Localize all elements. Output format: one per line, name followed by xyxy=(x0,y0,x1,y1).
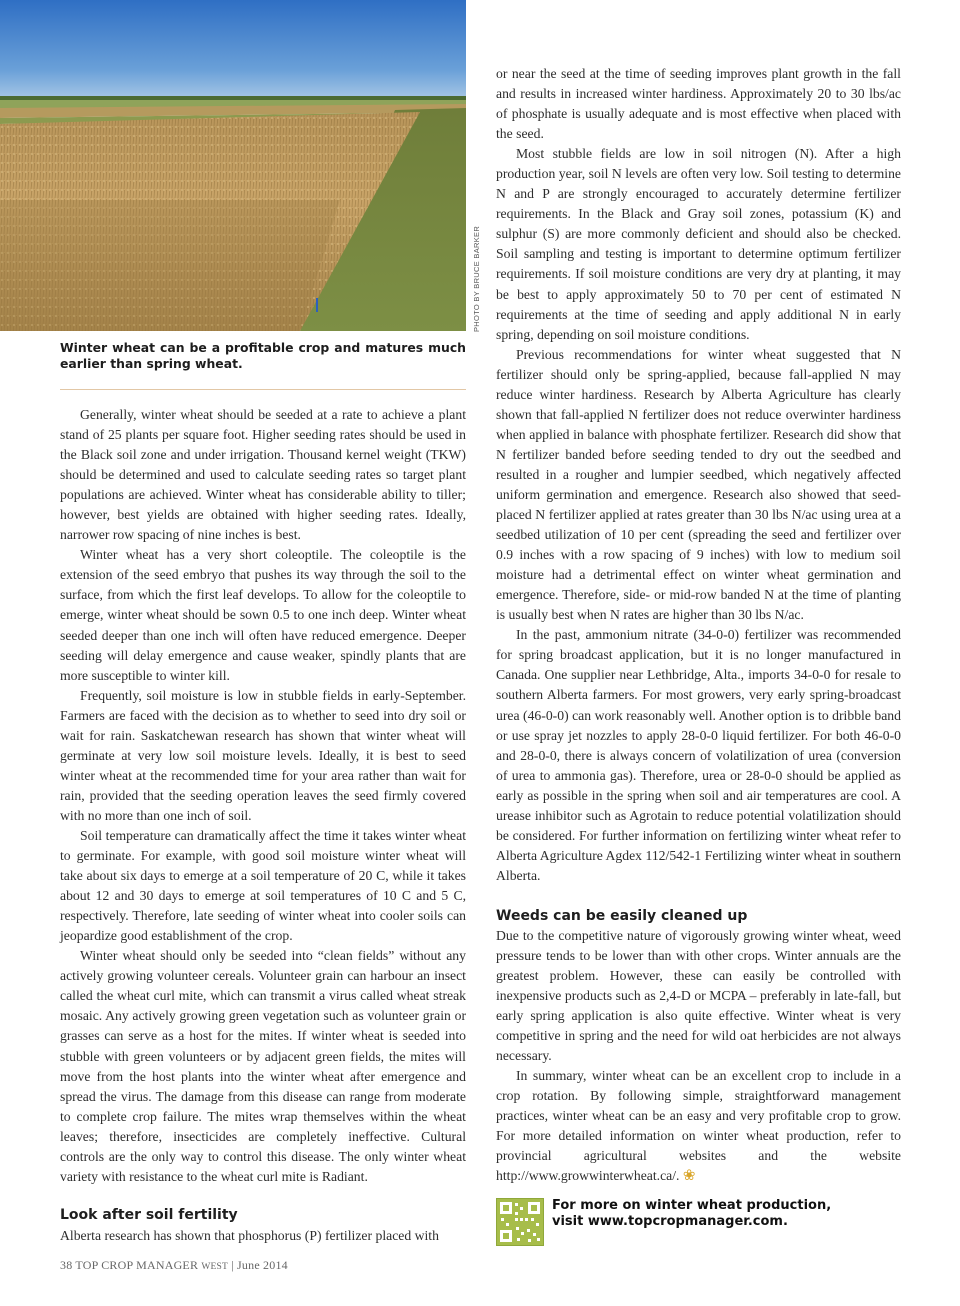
soil-fertility-section xyxy=(60,1205,466,1225)
body-paragraph: Winter wheat has a very short coleoptile. The coleoptile is the extension of the seed embryo that pushes its way through the soil to the surface, from which the first leaf develops. To allow for the coleoptile to emerge, winter wheat should be sown 0.5 to one inch deep. Winter wheat seeded deeper than one inch will often have reduced emergence. Deeper seeding will delay emergence and cause weaker, spindly plants that are more susceptible to winter kill. xyxy=(60,547,466,683)
page-footer xyxy=(60,1258,288,1273)
magazine-edition: WEST xyxy=(201,1262,229,1272)
left-column xyxy=(60,405,466,1187)
body-paragraph xyxy=(496,1066,901,1186)
body-paragraph: or near the seed at the time of seeding improves plant growth in the fall and results in increased winter hardiness. Approximately 20 to 30 lbs/ac of phosphate is usually adequate and is most effective when placed with the seed. xyxy=(496,66,901,142)
maple-leaf-icon: ❀ xyxy=(682,1168,696,1185)
section-heading-soil-fertility: Look after soil fertility xyxy=(60,1207,238,1223)
body-paragraph: Alberta research has shown that phosphorus (P) fertilizer placed with xyxy=(60,1228,439,1243)
promo-link[interactable]: visit www.topcropmanager.com. xyxy=(552,1214,788,1229)
body-paragraph: Generally, winter wheat should be seeded at a rate to achieve a plant stand of 25 plants per square foot. Higher seeding rates should be used in the Black soil zone and under irrigation. Thousand kernel weight (TKW) should be determined and used to calculate seeding rates so target plant populations are achieved. Winter wheat has considerable ability to tiller; however, best yields are obtained with higher seeding rates. Ideally, narrower row spacing of nine inches is best. xyxy=(60,407,466,543)
summary-text: In summary, winter wheat can be an excellent crop to include in a crop rotation. By following simple, straightforward management practices, winter wheat can be an easy and very profitable crop to grow. For more detailed information on winter wheat production, refer to provincial agricultural websites and the website http://www.growwinterwheat.ca/. xyxy=(496,1068,901,1184)
body-paragraph: Previous recommendations for winter wheat suggested that N fertilizer should only be spring-applied, because fall-applied N may reduce winter hardiness. Research by Alberta Agriculture has clearly shown that fall-applied N fertilizer does not reduce overwinter hardiness when applied in balance with phosphate fertilizer. Research did show that N fertilizer banded before seeding tended to dry out the seedbed and resulted in a rougher and lumpier seedbed, which negatively affected uniform germination and emergence. Research also showed that seed-placed N fertilizer applied at rates greater than 30 lbs N/ac using urea at a seedbed utilization of 10 per cent (spreading the seed and fertilizer over 0.9 inches with a row spacing of 9 inches) with low to medium soil moisture had a detrimental effect on winter wheat germination and emergence. Therefore, side- or mid-row banded N at the time of planting is usually best when N rates are higher than 30 lbs N/ac. xyxy=(496,346,901,623)
section-heading-weeds: Weeds can be easily cleaned up xyxy=(496,907,748,924)
body-paragraph: In the past, ammonium nitrate (34-0-0) fertilizer was recommended for spring broadcast application, but it is no longer manufactured in Canada. One supplier near Lethbridge, Alta., imports 34-0-0 for resale to southern Alberta farmers. For most growers, very early spring-broadcast urea (46-0-0) can work reasonably well. Another option is to dribble band or use spray jet nozzles to apply 28-0-0 liquid fertilizer. For both 46-0-0 and 28-0-0, there is always concern of volatilization of urea (conversion of urea to ammonia gas). Therefore, urea or 28-0-0 should be applied as early as possible in the spring when soil and air temperatures are cool. A urease inhibitor such as Agrotain to reduce potential volatilization should be considered. For further information on fertilizing winter wheat refer to Alberta Agriculture Agdex 112/542-1 Fertilizing winter wheat in southern Alberta. xyxy=(496,627,901,883)
promo-box xyxy=(496,1198,916,1246)
promo-text xyxy=(552,1198,912,1230)
promo-line-1: For more on winter wheat production, xyxy=(552,1198,832,1213)
body-paragraph: Most stubble fields are low in soil nitrogen (N). After a high production year, soil N levels are often very low. Soil testing to determine N and P are strongly encouraged to accurately determine fertilizer requirements. In the Black and Gray soil zones, potassium (K) and sulphur (S) are more commonly deficient and should also be checked. Soil sampling and testing is important to determine optimum fertilizer requirements. If soil moisture conditions are very dry at planting, it may be best to apply approximately 50 to 70 per cent of estimated N requirements at the time of seeding and apply additional N in early spring, depending on soil moisture conditions. xyxy=(496,146,901,342)
body-paragraph: Soil temperature can dramatically affect the time it takes winter wheat to germinate. For example, with good soil moisture winter wheat will take about six days to emerge at a soil temperature of 20 C, while it takes about 12 and 30 days to emerge at soil temperatures of 10 C and 5 C, respectively. Therefore, late seeding of winter wheat into cooler soils can jeopardize good establishment of the crop. xyxy=(60,827,466,944)
page-number: 38 xyxy=(60,1258,73,1272)
footer-separator: | xyxy=(231,1258,234,1272)
body-paragraph: Frequently, soil moisture is low in stubble fields in early-September. Farmers are faced with the decision as to whether to seed into dry soil or wait for rain. Saskatchewan research has shown that winter wheat will germinate at very low soil moisture levels. Ideally, it is best to seed winter wheat at the recommended time for your area rather than wait for rain, provided that the seeding operation leaves the seed firmly covered with no more than one inch of soil. xyxy=(60,687,466,823)
soil-fertility-intro xyxy=(60,1226,466,1246)
magazine-name: TOP CROP MANAGER xyxy=(75,1258,199,1272)
wheat-field-photo xyxy=(0,0,466,331)
right-column xyxy=(496,64,901,1187)
qr-code-icon[interactable] xyxy=(496,1198,544,1246)
photo-caption: Winter wheat can be a profitable crop and matures much earlier than spring wheat. xyxy=(60,340,466,371)
body-paragraph: Due to the competitive nature of vigorously growing winter wheat, weed pressure tends to be lower than with other crops. Winter annuals are the greatest problem. However, these can easily be controlled with inexpensive products such as 2,4-D or MCPA – preferably in late-fall, but early spring application is also quite effective. Winter wheat is very competitive in spring and the need for wild oat herbicides are not always necessary. xyxy=(496,927,901,1064)
body-paragraph: Winter wheat should only be seeded into “clean fields” without any actively growing volunteer cereals. Volunteer grain can harbour an insect called the wheat curl mite, which can transmit a virus called wheat streak mosaic. Any actively growing green vegetation such as volunteer grain or grasses can serve as a host for the mites. If winter wheat is seeded into stubble with green volunteers or by adjacent green fields, the mites will move from the host plants into the winter wheat after emergence and spread the virus. The damage from this disease can range from moderate to complete crop failure. The mites wrap themselves within the wheat leaves; therefore, insecticides are completely ineffective. Cultural controls are the only way to control this disease. The only winter wheat variety with resistance to the wheat curl mite is Radiant. xyxy=(60,948,466,1184)
photo-credit: PHOTO BY BRUCE BARKER xyxy=(472,225,481,332)
wheat-field-image xyxy=(0,0,466,331)
qr-code-graphic xyxy=(497,1199,543,1245)
caption-divider xyxy=(60,389,466,390)
issue-date: June 2014 xyxy=(237,1258,288,1272)
